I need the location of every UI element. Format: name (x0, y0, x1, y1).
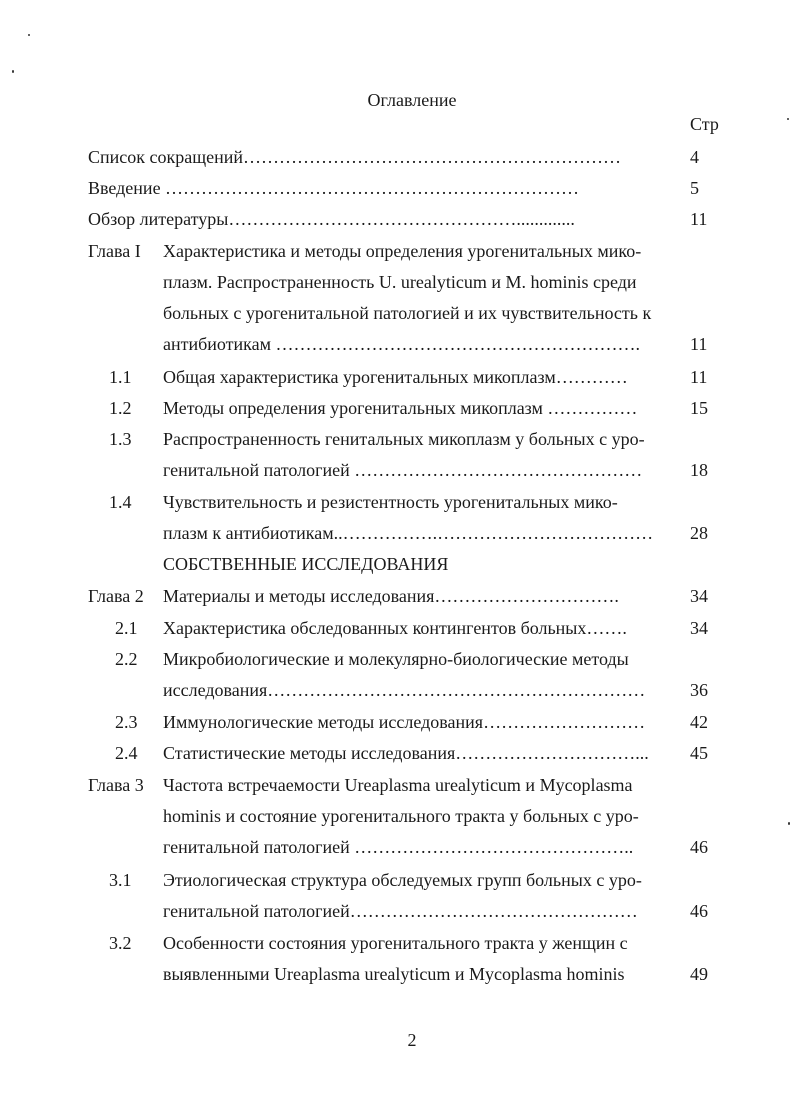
section-number: 1.1 (109, 367, 132, 387)
toc-page-chapter-3: 46 (690, 837, 708, 857)
toc-page-section-2-1: 34 (690, 618, 708, 638)
toc-entry-chapter-1-line: больных с урогенитальной патологией и их чувствительность к (163, 303, 652, 323)
toc-page-section-2-3: 42 (690, 712, 708, 732)
toc-page-section-3-2: 49 (690, 964, 708, 984)
section-number: 2.3 (115, 712, 138, 732)
toc-page-section-2-2: 36 (690, 680, 708, 700)
toc-entry-section-2-3: Иммунологические методы исследования……………………… (163, 712, 646, 732)
toc-page-section-1-4: 28 (690, 523, 708, 543)
toc-entry-section-1-3-line: генитальной патологией ………………………………………… (163, 460, 643, 480)
chapter-label: Глава 3 (88, 775, 144, 795)
toc-entry-chapter-3-line: Частота встречаемости Ureaplasma urealyticum и Mycoplasma (163, 775, 633, 795)
section-number: 2.2 (115, 649, 138, 669)
chapter-label: Глава 2 (88, 586, 144, 606)
section-number: 3.1 (109, 870, 132, 890)
page-number: 2 (407, 1030, 417, 1050)
toc-entry-section-2-2-line: исследования……………………………………………………… (163, 680, 646, 700)
chapter-label: Глава I (88, 241, 141, 261)
section-number: 1.4 (109, 492, 132, 512)
toc-entry-section-3-2-line: выявленными Ureaplasma urealyticum и Mycoplasma hominis (163, 964, 625, 984)
section-number: 2.4 (115, 743, 138, 763)
toc-entry-section-2-1: Характеристика обследованных контингентов больных……. (163, 618, 627, 638)
section-number: 2.1 (115, 618, 138, 638)
toc-page-abbreviations: 4 (690, 147, 699, 167)
toc-page-literature-review: 11 (690, 209, 708, 229)
toc-entry-chapter-3-line: hominis и состояние урогенитального тракта у больных с уро- (163, 806, 639, 826)
page-column-header: Стр (690, 114, 719, 134)
toc-page-chapter-2: 34 (690, 586, 708, 606)
toc-page-section-1-1: 11 (690, 367, 708, 387)
toc-entry-chapter-1-line: Характеристика и методы определения урогенитальных мико- (163, 241, 642, 261)
scan-speck (12, 70, 14, 73)
toc-page-section-1-2: 15 (690, 398, 708, 418)
section-number: 3.2 (109, 933, 132, 953)
scan-speck (28, 34, 30, 36)
toc-entry-chapter-3-line: генитальной патологией ……………………………………….. (163, 837, 634, 857)
toc-entry-section-1-4-line: плазм к антибиотикам..…………….……………………………… (163, 523, 654, 543)
toc-page-section-3-1: 46 (690, 901, 708, 921)
toc-entry-literature-review: Обзор литературы…………………………………………............. (88, 209, 575, 229)
section-number: 1.2 (109, 398, 132, 418)
toc-page-section-2-4: 45 (690, 743, 708, 763)
toc-entry-chapter-1-line: плазм. Распространенность U. urealyticum и M. hominis среди (163, 272, 637, 292)
toc-entry-section-1-4-line: Чувствительность и резистентность урогенитальных мико- (163, 492, 618, 512)
scan-speck (788, 822, 790, 825)
section-number: 1.3 (109, 429, 132, 449)
toc-entry-section-2-4: Статистические методы исследования…………………………... (163, 743, 649, 763)
toc-page-section-1-3: 18 (690, 460, 708, 480)
toc-entry-introduction: Введение …………………………………………………………… (88, 178, 580, 198)
part-heading: СОБСТВЕННЫЕ ИССЛЕДОВАНИЯ (163, 554, 449, 574)
toc-page-introduction: 5 (690, 178, 699, 198)
toc-page-chapter-1: 11 (690, 334, 708, 354)
toc-entry-section-1-3-line: Распространенность генитальных микоплазм у больных с уро- (163, 429, 645, 449)
toc-entry-section-3-1-line: генитальной патологией………………………………………… (163, 901, 638, 921)
toc-title: Оглавление (367, 90, 457, 110)
toc-entry-section-2-2-line: Микробиологические и молекулярно-биологические методы (163, 649, 629, 669)
toc-entry-section-1-2: Методы определения урогенитальных микоплазм …………… (163, 398, 638, 418)
toc-entry-section-3-2-line: Особенности состояния урогенитального тракта у женщин с (163, 933, 628, 953)
scan-speck (787, 118, 789, 120)
toc-entry-abbreviations: Список сокращений……………………………………………………… (88, 147, 621, 167)
toc-entry-chapter-2: Материалы и методы исследования…………………………. (163, 586, 619, 606)
toc-entry-section-3-1-line: Этиологическая структура обследуемых групп больных с уро- (163, 870, 642, 890)
toc-entry-section-1-1: Общая характеристика урогенитальных микоплазм………… (163, 367, 628, 387)
toc-entry-chapter-1-line: антибиотикам ……………………………………………………. (163, 334, 641, 354)
